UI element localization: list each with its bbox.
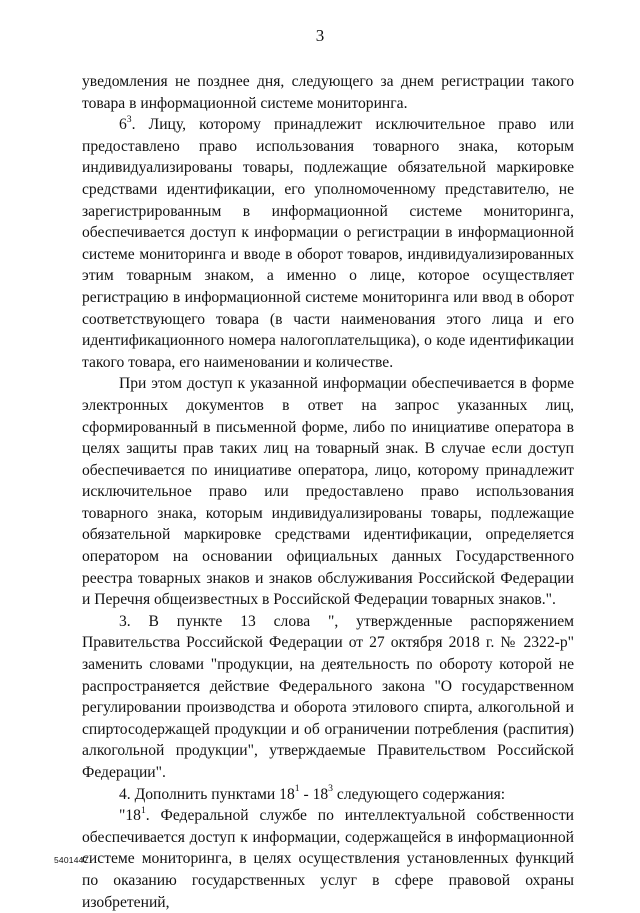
paragraph-access-form: При этом доступ к указанной информации обеспечивается в форме электронных документов в ответ на запрос указанных лиц, сформированный в письменной форме, либо по инициативе оператора в целях защиты прав таких лиц на товарный знак. В случае если доступ обеспечивается по инициативе оператора, лицо, которому принадлежит исключительное право или предоставлено право использования товарного знака, которым индивидуализированы товары, подлежащие обязательной маркировке средствами идентификации, определяется оператором на основании официальных данных Государственного реестра товарных знаков и знаков обслуживания Российской Федерации и Перечня общеизвестных в Российской Федерации товарных знаков.". — [82, 375, 574, 609]
paragraph-continuation: уведомления не позднее дня, следующего за днем регистрации такого товара в информационной системе мониторинга. — [82, 73, 574, 112]
paragraph-item-3: 3. В пункте 13 слова ", утвержденные распоряжением Правительства Российской Федерации от 27 октября 2018 г. № 2322-р" заменить словами "продукции, на деятельность по обороту которой не распространяется действие Федерального закона "О государственном регулировании производства и оборота этилового спирта, алкогольной и спиртосодержащей продукции и об ограничении потребления (распития) алкогольной продукции", утверждаемые Правительством Российской Федерации". — [82, 612, 574, 781]
paragraph-18-1 — [82, 805, 574, 913]
item-4-text-a: 4. Дополнить пунктами 18 — [119, 785, 295, 803]
paragraph-6-3 — [82, 114, 574, 373]
item-18-text-a: "18 — [119, 807, 141, 825]
item-18-text-b: . Федеральной службе по интеллектуальной собственности обеспечивается доступ к информации, содержащейся в информационной системе мониторинга, в целях осуществления установленных функций по оказанию государственных услуг в сфере правовой охраны изобретений, — [82, 807, 574, 911]
item-4-text-c: следующего содержания: — [333, 785, 506, 803]
document-body — [82, 71, 574, 913]
item-4-sup-1: 1 — [294, 783, 300, 795]
item-superscript: 3 — [126, 114, 132, 126]
page-number: 3 — [315, 26, 325, 45]
item-4-sup-3: 3 — [328, 783, 333, 795]
paragraph-text: . Лицу, которому принадлежит исключительное право или предоставлено право использования товарного знака, которым индивидуализированы товары, подлежащие обязательной маркировке средствами идентификации, его уполномоченному представителю, не зарегистрированным в информационной системе мониторинга, обеспечивается доступ к информации о регистрации в информационной системе мониторинга и вводе в оборот товаров, индивидуализированных этим товарным знаком, а именно о лице, которое осуществляет регистрацию в информационной системе мониторинга или ввод в оборот соответствующего товара (в части наименования этого лица и его идентификационного номера налогоплательщика), о коде идентификации такого товара, его наименовании и количестве. — [82, 116, 574, 371]
paragraph-item-4 — [82, 784, 574, 806]
document-code: 5401447 — [54, 855, 89, 865]
item-4-text-b: - 18 — [299, 785, 329, 803]
item-number: 6 — [119, 116, 127, 134]
item-18-sup: 1 — [140, 805, 146, 817]
